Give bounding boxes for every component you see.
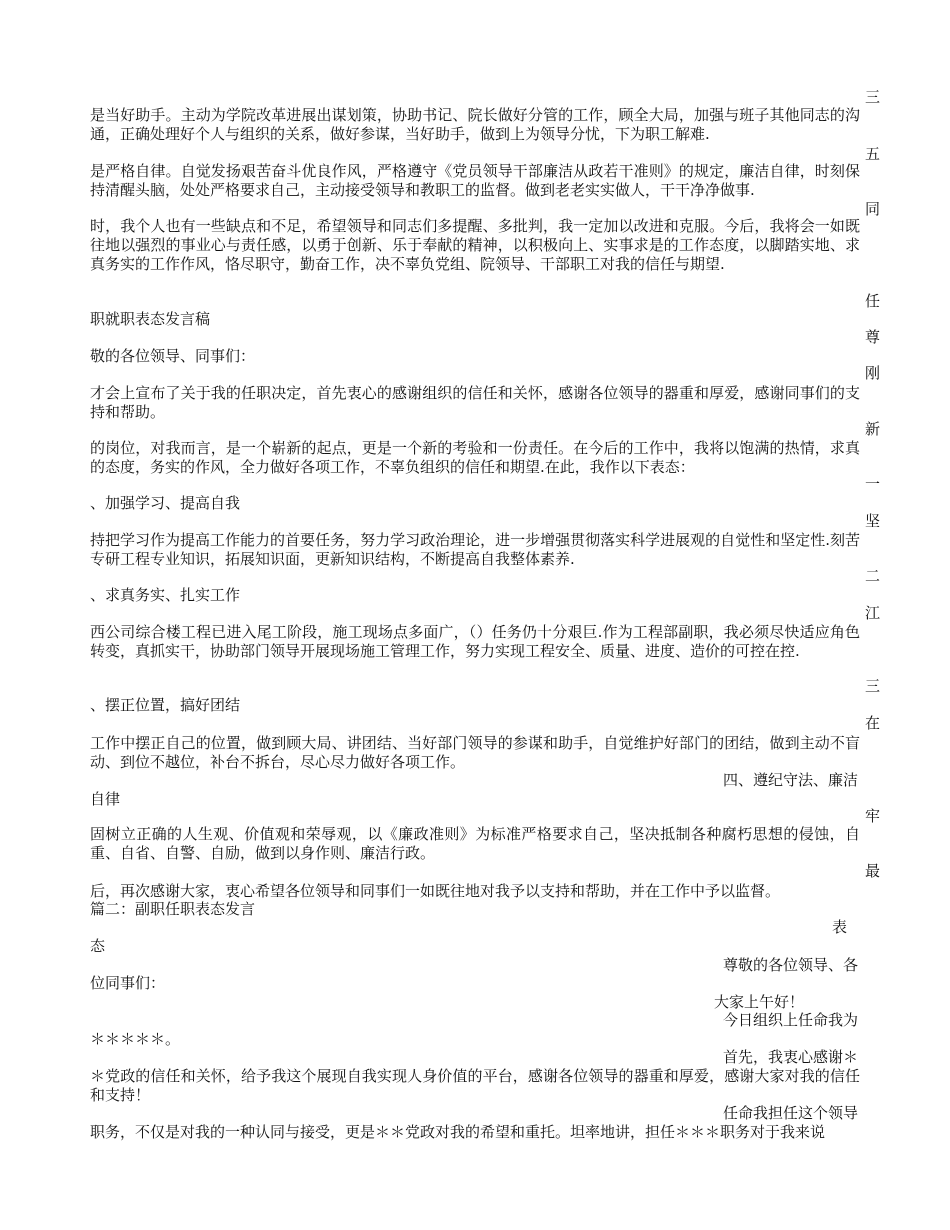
section-heading: 、加强学习、提高自我 <box>90 494 241 512</box>
paragraph: 是当好助手。主动为学院改革进展出谋划策，协助书记、院长做好分管的工作，顾全大局，加强与班子其他同志的沟通，正确处理好个人与组织的关系，做好参谋，当好助手，做到上为领导分忧，下为职工解难. <box>90 106 860 143</box>
paragraph: 的岗位，对我而言，是一个崭新的起点，更是一个新的考验和一份责任。在今后的工作中，我将以饱满的热情，求真的态度，务实的作风，全力做好各项工作，不辜负组织的信任和期望.在此，我作以下表态： <box>90 439 860 476</box>
paragraph: 是严格自律。自觉发扬艰苦奋斗优良作风，严格遵守《党员领导干部廉洁从政若干准则》的规定，廉洁自律，时刻保持清醒头脑，处处严格要求自己，主动接受领导和教职工的监督。做到老老实实做人，干干净净做事. <box>90 162 860 199</box>
margin-char: 江 <box>865 604 881 622</box>
margin-char: 三 <box>865 677 881 695</box>
margin-char: 刚 <box>865 364 881 382</box>
margin-char: 新 <box>865 420 881 438</box>
margin-char: 三 <box>865 88 881 106</box>
paragraph: 工作中摆正自己的位置，做到顾大局、讲团结、当好部门领导的参谋和助手，自觉维护好部门的团结，做到主动不盲动、到位不越位，补台不拆台，尽心尽力做好各项工作。 <box>90 734 860 771</box>
paragraph-start: 今日组织上任命我为 <box>722 1011 858 1029</box>
article-title: 篇二：副职任职表态发言 <box>90 900 256 918</box>
paragraph: ＊党政的信任和关怀，给予我这个展现自我实现人身价值的平台，感谢各位领导的器重和厚爱，感谢大家对我的信任和支持！ <box>90 1067 860 1104</box>
margin-char: 最 <box>865 862 881 880</box>
margin-char: 五 <box>865 145 881 163</box>
section-heading: 、摆正位置，搞好团结 <box>90 696 241 714</box>
paragraph-end: ＊＊＊＊＊。 <box>90 1030 181 1048</box>
margin-char: 坚 <box>865 512 881 530</box>
margin-char: 一 <box>865 475 881 493</box>
salutation: 尊敬的各位领导、各 <box>722 956 858 974</box>
section-heading: 自律 <box>90 790 121 808</box>
section-heading: 四、遵纪守法、廉洁 <box>722 771 858 789</box>
greeting: 大家上午好！ <box>713 993 804 1011</box>
margin-char: 牢 <box>865 807 881 825</box>
paragraph: 固树立正确的人生观、价值观和荣辱观，以《廉政准则》为标准严格要求自己，坚决抵制各种腐朽思想的侵蚀，自重、自省、自警、自励，做到以身作则、廉洁行政。 <box>90 825 860 862</box>
margin-char: 任 <box>865 292 881 310</box>
paragraph: 职就职表态发言稿 <box>90 310 211 328</box>
paragraph: 持把学习作为提高工作能力的首要任务，努力学习政治理论，进一步增强贯彻落实科学进展观的自觉性和坚定性.刻苦专研工程专业知识，拓展知识面，更新知识结构，不断提高自我整体素养. <box>90 531 860 568</box>
paragraph: 才会上宣布了关于我的任职决定，首先衷心的感谢组织的信任和关怀，感谢各位领导的器重和厚爱，感谢同事们的支持和帮助。 <box>90 384 860 421</box>
paragraph: 时，我个人也有一些缺点和不足，希望领导和同志们多提醒、多批判，我一定加以改进和克服。今后，我将会一如既往地以强烈的事业心与责任感，以勇于创新、乐于奉献的精神，以积极向上、实事求是的工作态度，以脚踏实地、求真务实的工作作风，恪尽职守，勤奋工作，决不辜负党组、院领导、干部职工对我的信任与期望. <box>90 217 860 273</box>
paragraph: 职务，不仅是对我的一种认同与接受，更是＊＊党政对我的希望和重托。坦率地讲，担任＊＊＊职务对于我来说 <box>90 1123 826 1141</box>
title-fragment: 态 <box>90 937 106 955</box>
margin-char: 尊 <box>865 328 881 346</box>
paragraph: 西公司综合楼工程已进入尾工阶段，施工现场点多面广，（）任务仍十分艰巨.作为工程部副职，我必须尽快适应角色转变，真抓实干，协助部门领导开展现场施工管理工作，努力实现工程安全、质量、进度、造价的可控在控. <box>90 623 860 660</box>
section-heading: 、求真务实、扎实工作 <box>90 586 241 604</box>
paragraph-start: 任命我担任这个领导 <box>722 1104 858 1122</box>
salutation: 位同事们： <box>90 974 166 992</box>
paragraph: 敬的各位领导、同事们： <box>90 347 256 365</box>
margin-char: 二 <box>865 567 881 585</box>
title-fragment: 表 <box>831 918 847 936</box>
paragraph: 后，再次感谢大家，衷心希望各位领导和同事们一如既往地对我予以支持和帮助，并在工作中予以监督。 <box>90 882 781 900</box>
paragraph-start: 首先，我衷心感谢＊ <box>722 1048 858 1066</box>
margin-char: 在 <box>865 714 881 732</box>
margin-char: 同 <box>865 200 881 218</box>
